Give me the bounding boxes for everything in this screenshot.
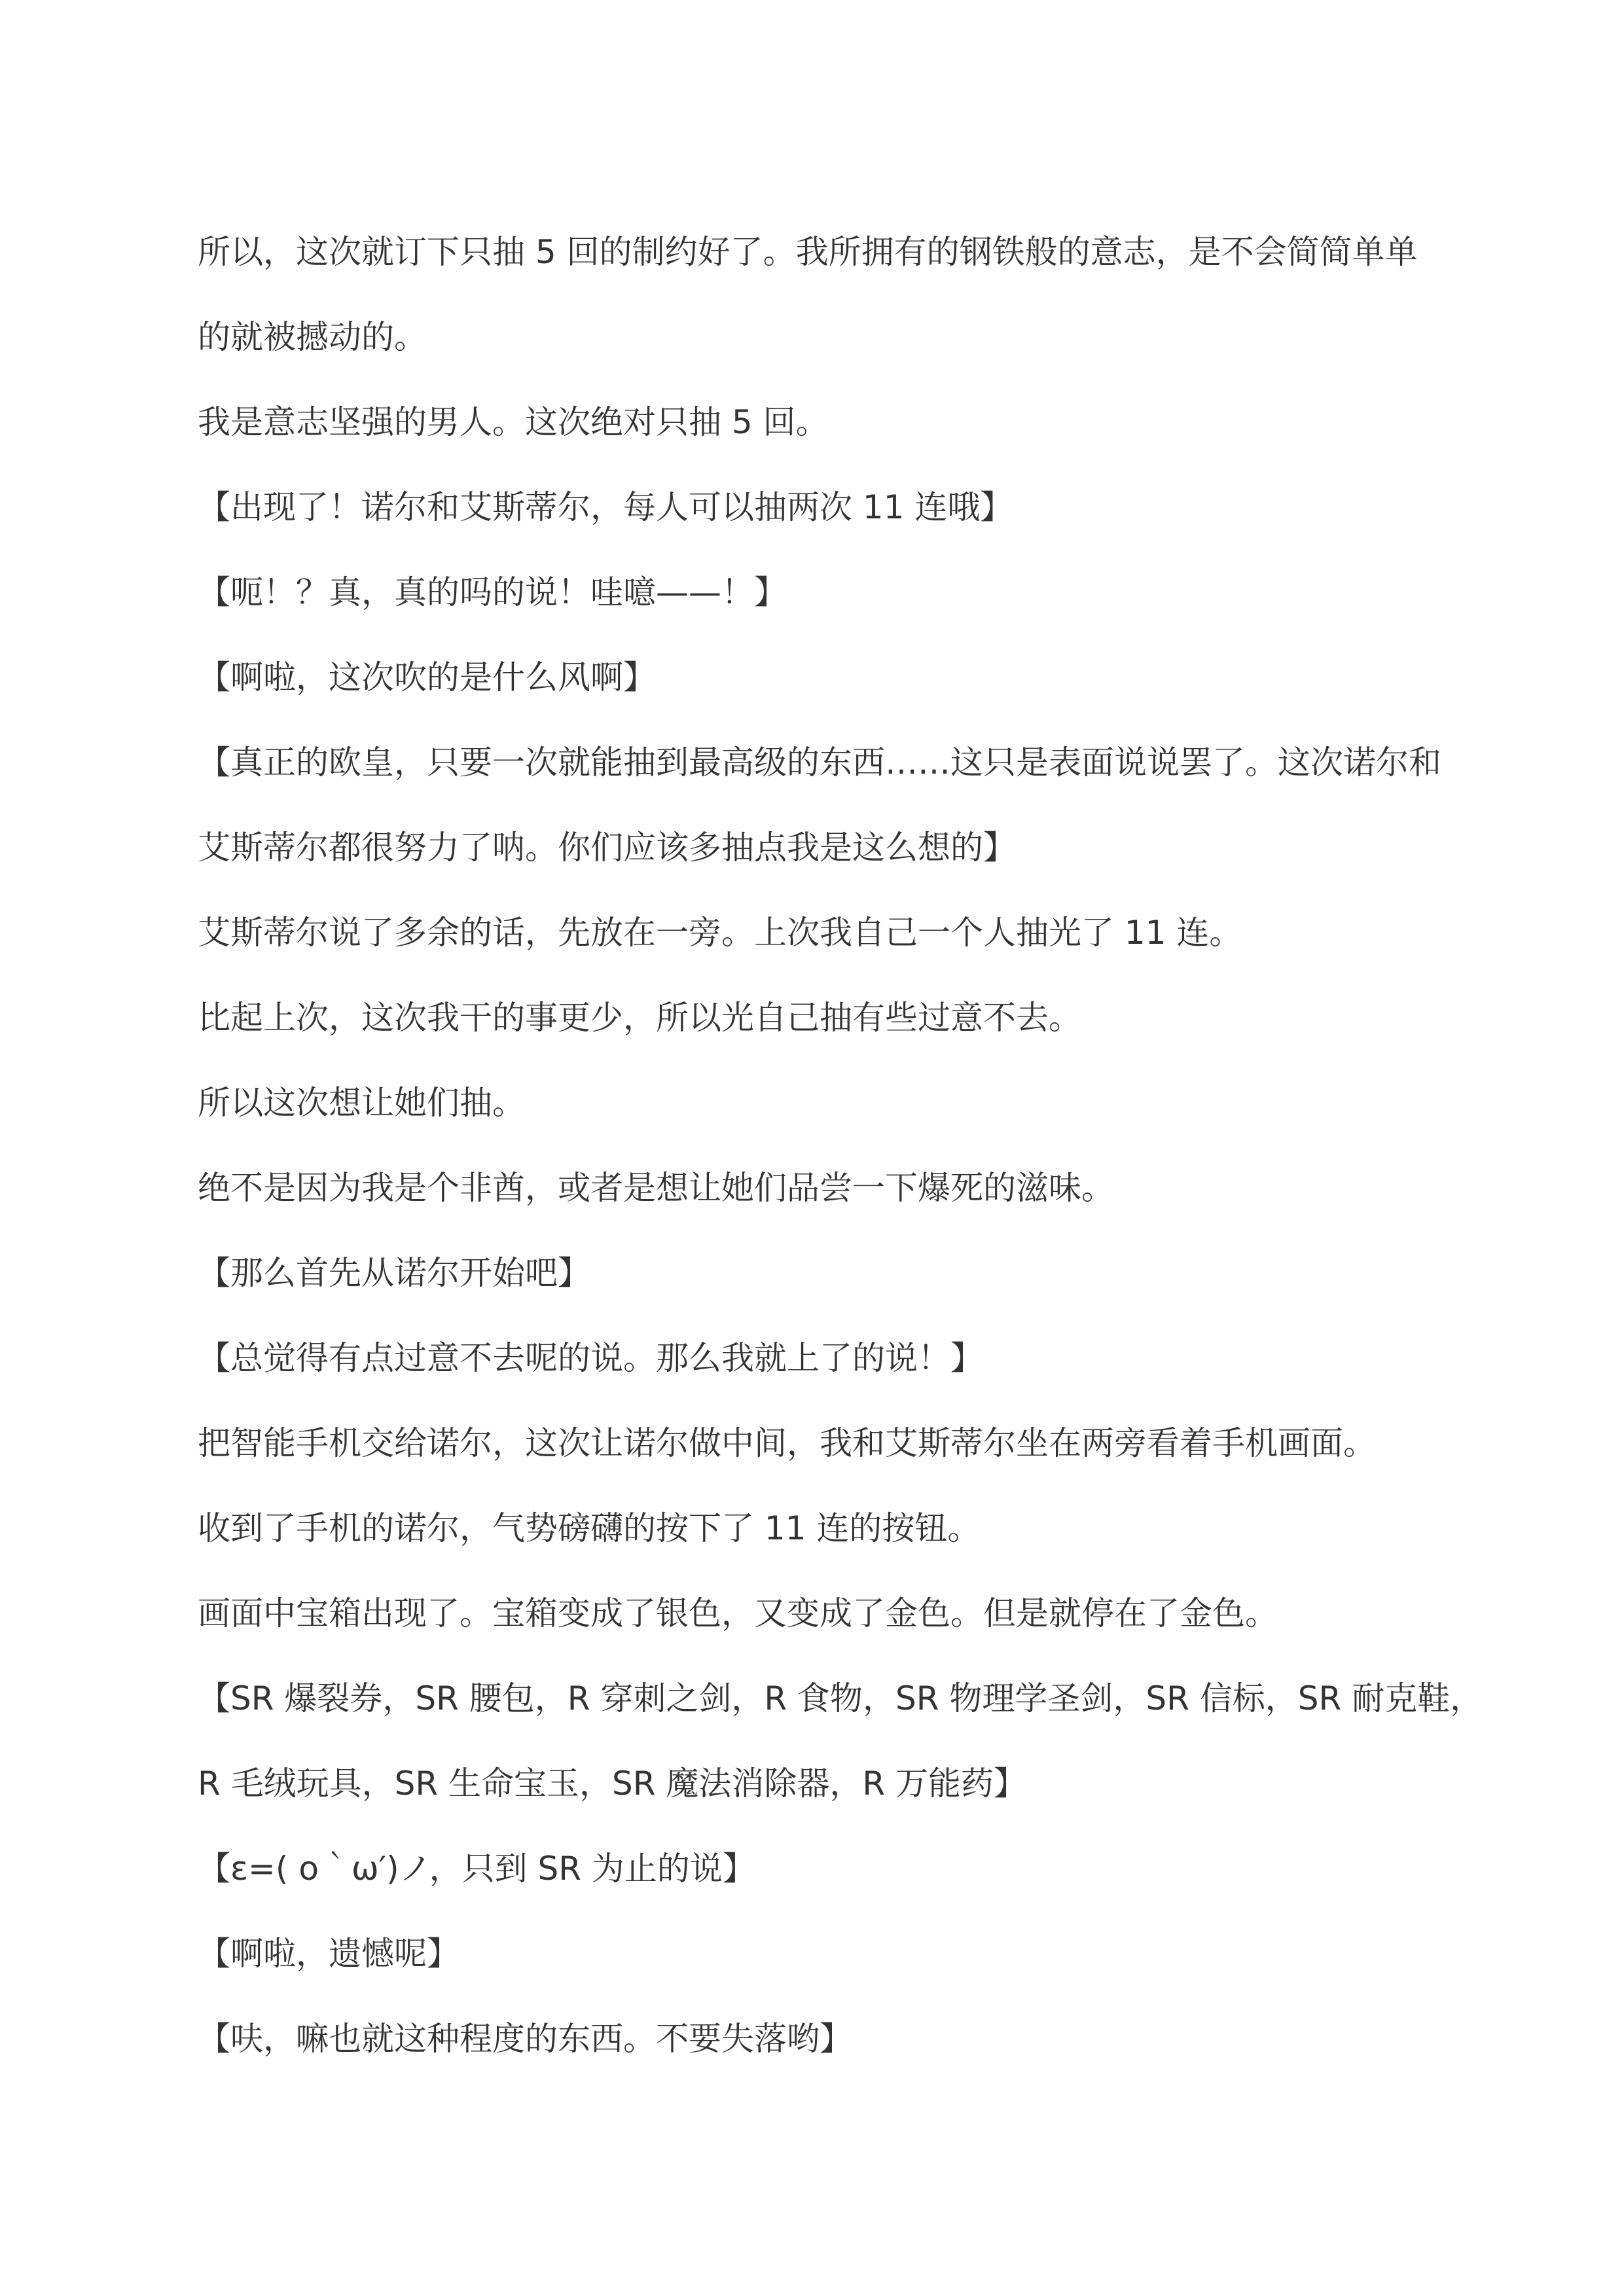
text-line: 收到了手机的诺尔，气势磅礴的按下了 11 连的按钮。 [198, 1509, 981, 1547]
text-line: 我是意志坚强的男人。这次绝对只抽 5 回。 [198, 403, 829, 441]
text-line: 艾斯蒂尔说了多余的话，先放在一旁。上次我自己一个人抽光了 11 连。 [198, 914, 1242, 952]
text-line: 把智能手机交给诺尔，这次让诺尔做中间，我和艾斯蒂尔坐在两旁看着手机画面。 [198, 1424, 1376, 1462]
text-line: 所以，这次就订下只抽 5 回的制约好了。我所拥有的钢铁般的意志，是不会简简单单 [198, 233, 1418, 271]
document-body [198, 209, 1483, 2081]
text-line: 所以这次想让她们抽。 [198, 1084, 525, 1122]
text-line: 的就被撼动的。 [198, 318, 427, 356]
text-line: 绝不是因为我是个非酋，或者是想让她们品尝一下爆死的滋味。 [198, 1169, 1114, 1207]
text-line: 【ε=( ο｀ω′)ノ，只到 SR 为止的说】 [198, 1850, 755, 1888]
text-line: 【总觉得有点过意不去呢的说。那么我就上了的说！】 [198, 1339, 983, 1377]
text-line: 【出现了！诺尔和艾斯蒂尔，每人可以抽两次 11 连哦】 [198, 488, 1013, 526]
text-line: 比起上次，这次我干的事更少，所以光自己抽有些过意不去。 [198, 999, 1081, 1037]
text-line: 【呃！？真，真的吗的说！哇噫——！】 [198, 573, 787, 611]
text-line: 【SR 爆裂券，SR 腰包，R 穿刺之剑，R 食物，SR 物理学圣剑，SR 信标，SR 耐克鞋， [198, 1679, 1483, 1717]
text-line: R 毛绒玩具，SR 生命宝玉，SR 魔法消除器，R 万能药】 [198, 1765, 1027, 1803]
text-line: 【呋，嘛也就这种程度的东西。不要失落哟】 [198, 2020, 852, 2058]
text-line: 画面中宝箱出现了。宝箱变成了银色，又变成了金色。但是就停在了金色。 [198, 1594, 1278, 1632]
text-line: 【啊啦，这次吹的是什么风啊】 [198, 658, 656, 696]
text-line: 【那么首先从诺尔开始吧】 [198, 1254, 590, 1292]
text-line: 艾斯蒂尔都很努力了呐。你们应该多抽点我是这么想的】 [198, 829, 1016, 867]
text-line: 【啊啦，遗憾呢】 [198, 1935, 460, 1973]
text-line: 【真正的欧皇，只要一次就能抽到最高级的东西……这只是表面说说罢了。这次诺尔和 [198, 744, 1441, 781]
